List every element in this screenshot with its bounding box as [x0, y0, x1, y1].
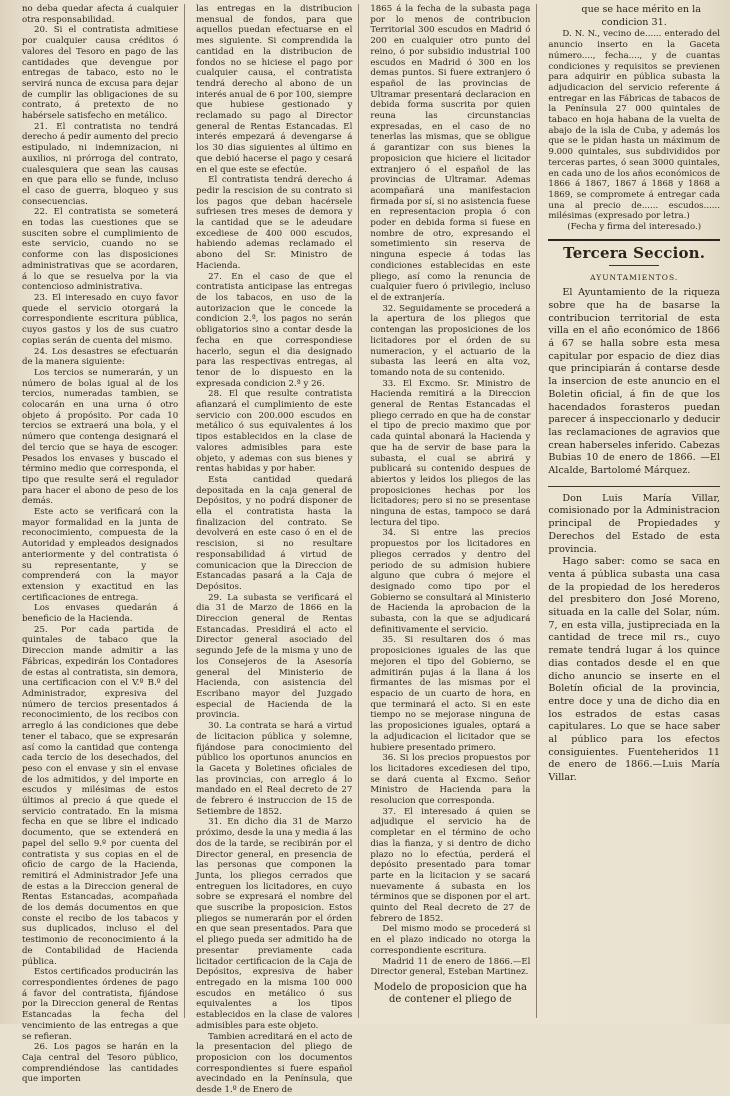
- paragraph: 21. El contratista no tendrá derecho á pedir aumento del precio estipulado, ni indemnizacion, ni auxilios, ni prórroga del contrato, cualesquiera que sean las causas en que para ello se funde, incluso el caso de guerra, bloqueo y sus consecuencias.: [22, 121, 179, 207]
- signature-note: (Fecha y firma del interesado.): [567, 222, 702, 233]
- column-2: [196, 4, 359, 1096]
- paragraph: 28. El que resulte contratista afianzará el cumplimiento de este servicio con 200.000 escudos en metálico ó sus equivalentes á los tipos establecidos en la clase de valores admisibles para este objeto, y ademas con sus bienes y rentas habidas y por haber.: [196, 389, 353, 475]
- paragraph: Don Luis María Villar, comisionado por la Administracion principal de Propiedades y Derechos del Estado de esta provincia.: [548, 492, 720, 555]
- paragraph: 37. El interesado á quien se adjudique el servicio ha de completar en el término de ocho dias la fianza, y si dentro de dicho plazo no lo efectúa, perderá el depósito presentado para tomar parte en la licitacion y se sacará nuevamente á subasta en los términos que se disponen por el art. quinto del Real decreto de 27 de febrero de 1852.: [370, 806, 531, 924]
- paragraph: 33. El Excmo. Sr. Ministro de Hacienda remitirá a la Direccion general de Rentas Estancadas el pliego cerrado en que ha de constar el tipo de precio maximo que por cada quintal abonará la Hacienda y que ha de servir de base para la subasta, el cual se abrirá y publicará su contenido despues de abiertos y leidos los pliegos de las proposiciones hechas por los licitadores; pero si no se presentase ninguna de estas, tampoco se dará lectura del tipo.: [370, 378, 531, 528]
- paragraph: 34. Si entre las precios propuestos por los licitadores en pliegos cerrados y dentro del periodo de su admision hubiere alguno que cubra ó mejore el designado como tipo por el Gobierno se consultará al Ministerio de Hacienda la aprobacion de la subasta, con la que se adjudicará definitivamente el servicio.: [370, 528, 531, 635]
- paragraph: 20. Si el contratista admitiese por cualquier causa créditos ó valores del Tesoro en pago de las cantidades que devengue por entregas de tabaco, esto no le servirá nunca de excusa para dejar de cumplir las obligaciones de su contrato, á pretexto de no habérsele satisfecho en metálico.: [22, 25, 179, 122]
- divider: [548, 486, 720, 487]
- paragraph: 31. En dicho dia 31 de Marzo próximo, desde la una y media á las dos de la tarde, se recibirán por el Director general, en presencia de las personas que componen la Junta, los pliegos cerrados que entreguen los licitadores, en cuyo sobre se expresará el nombre del que suscribe la proposicion. Estos pliegos se numerarán por el órden en que sean presentados. Para que el pliego pueda ser admitido ha de presentar previamente cada licitador certificacion de la Caja de Depósitos, expresiva de haber entregado en la misma 100 000 escudos en metálico ó sus equivalentes a los tipos establecidos en la clase de valores admisibles para este objeto.: [196, 817, 353, 1031]
- paragraph: Este acto se verificará con la mayor formalidad en la junta de reconocimiento, compuesta de la Autoridad y empleados designados anteriormente y del contratista ó su representante, y se comprenderá con la mayor extension y exactitud en las certificaciones de entrega.: [22, 507, 179, 603]
- columns: [22, 4, 720, 1096]
- paragraph: 1865 á la fecha de la subasta paga por lo menos de contribucion Territorial 300 escudos en Madrid ó 200 en cualquier otro punto del reino, ó por subsidio industrial 100 escudos en Madrid ó 300 en los demas puntos. Si fuere extranjero ó español de las provincias de Ultramar presentará declaracion en debida forma suscrita por quien reuna las circunstancias expresadas, en el caso de no tenerlas las mismas, que se obligue á garantizar con sus bienes la proposicion que hiciere el licitador extranjero ó el español de las provincias de Ultramar. Ademas acompañará una manifestacion firmada por sí, si no asistencia fuese en representacion propia ó con poder en debida forma si fuese en nombre de otro, expresando el sometimiento sin reserva de ninguna especie á todas las condiciones establecidas en este pliego, así como la renuncia de cualquier fuero ó privilegio, incluso el de extranjería.: [370, 4, 531, 303]
- paragraph: Los tercios se numerarán, y un número de bolas igual al de los tercios, numeradas tambien, se colocarán en una urna ó otro objeto á propósito. Por cada 10 tercios se extraerá una bola, y el número que contenga designará el del tercio que se haya de escoger. Pesados los envases y buscado el término medio que corresponda, el tipo que resulte será el regulador para hacer el abono de peso de los demás.: [22, 367, 179, 507]
- paragraph: 25. Por cada partida de quintales de tabaco que la Direccion mande admitir a las Fábricas, expedirán los Contadores de estas al contratista, sin demora, una certificacion con el V.º B.º del Administrador, expresiva del número de tercios presentados á reconocimiento, de los recibos con arreglo á las condiciones que debe tener el tabaco, que se expresarán así como la cantidad que contenga cada tercio de los desechados, del peso con el envase y sin el envase de los admitidos, y del importe en escudos y milésimas de estos últimos al precio á que quede el servicio contratado. En la misma fecha en que se libre el indicado documento, que se extenderá en papel del sello 9.º por cuenta del contratista y sus copias en el de oficio de cargo de la Hacienda, remitirá el Administrador Jefe una de estas a la Direccion general de Rentas Estancadas, acompañada de los demás documentos en que conste el recibo de los tabacos y sus duplicados, incluso el del testimonio de reconocimiento á la de Contabilidad de Hacienda pública.: [22, 624, 179, 967]
- paragraph: que se hace mérito en la condicion 31.: [581, 4, 701, 28]
- signature: Madrid 11 de enero de 1866.—El Director general, Esteban Martinez.: [370, 956, 531, 978]
- paragraph: Esta cantidad quedará depositada en la caja general de Depósitos, y no podrá disponer de ella el contratista hasta la finalizacion del contrato. Se devolverá en este caso ó en el de rescision, si no resultare responsabilidad á virtud de comunicacion que la Direccion de Estancadas pasará a la Caja de Depósitos.: [196, 474, 353, 592]
- section-divider: [548, 239, 720, 241]
- paragraph: El contratista tendrá derecho á pedir la rescision de su contrato si los pagos que deban hacérsele sufriesen tres meses de demora y la cantidad que se le adeudare excediese de 400 000 escudos, habiendo ademas reclamado el abono del Sr. Ministro de Hacienda.: [196, 175, 353, 271]
- paragraph: no deba quedar afecta á cualquier otra responsabilidad.: [22, 4, 179, 25]
- paragraph: Hago saber: como se saca en venta á pública subasta una casa de la propiedad de los herederos del presbitero don José Moreno, situada en la calle del Solar, núm. 7, en esta villa, justipreciada en la cantidad de trece mil rs., cuyo remate tendrá lugar á los quince dias contados desde el en que dicho anuncio se inserte en el Boletín oficial de la provincia, entre doce y una de dicho dia en los estrados de estas casas capitulares. Lo que se hace saber al público para los efectos consiguientes. Fuenteheridos 11 de enero de 1866.—Luis María Villar.: [548, 556, 720, 784]
- paragraph: Estos certificados producirán las correspondientes órdenes de pago á favor del contratista, fijándose por la Direccion general de Rentas Estancadas la fecha del vencimiento de las entregas a que se refieran.: [22, 967, 179, 1042]
- paragraph: 30. La contrata se hará a virtud de licitacion pública y solemne, fijándose para conocimiento del público los oportunos anuncios en la Gaceta y Boletines oficiales de las provincias, con arreglo á lo mandado en el Real decreto de 27 de febrero é instruccion de 15 de Setiembre de 1852.: [196, 721, 353, 817]
- section-subtitle: AYUNTAMIENTOS.: [590, 273, 679, 283]
- paragraph: 35. Si resultaren dos ó mas proposiciones iguales de las que mejoren el tipo del Gobierno, se admitirán pujas á la llana á los firmantes de las mismas por el espacio de un cuarto de hora, en que terminará el acto. Si en este tiempo no se mejorase ninguna de las proposiciones iguales, optará a la adjudicacion el licitador que se hubiere presentado primero.: [370, 635, 531, 753]
- paragraph: 32. Seguidamente se procederá a la apertura de los pliegos que contengan las proposiciones de los licitadores por el órden de su numeracion, y el actuario de la subasta las leerá en alta voz, tomando nota de su contenido.: [370, 303, 531, 378]
- paragraph: D. N. N., vecino de...... enterado del anuncio inserto en la Gaceta número...., fecha...., y de cuantas condiciones y requisitos se previenen para adquirir en pública subasta la adjudicacion del servicio referente á entregar en las Fábricas de tabacos de la Península 27 000 quintales de tabaco en hoja habana de la vuelta de abajo de la isla de Cuba, y además los que se le pidan hasta un máximum de 9.000 quintales, sus subdivididos por terceras partes, ó sean 3000 quintales, en cada uno de los años económicos de 1866 á 1867, 1867 á 1868 y 1868 a 1869, se compromete á entregar cada una al precio de...... escudos...... milésimas (expresado por letra.): [548, 29, 720, 222]
- paragraph: 29. La subasta se verificará el dia 31 de Marzo de 1866 en la Direccion general de Rentas Estancadas. Presidirá el acto el Director general asociado del segundo Jefe de la misma y uno de los Consejeros de la Asesoría general del Ministerio de Hacienda, con asistencia del Escribano mayor del Juzgado especial de Hacienda de la provincia.: [196, 592, 353, 721]
- paragraph: El Ayuntamiento de la riqueza sobre que ha de basarse la contribucion territorial de esta villa en el año económico de 1866 á 67 se halla sobre esta mesa capitular por espacio de diez dias que principiarán á contarse desde la insercion de este anuncio en el Boletin oficial, á fin de que los hacendados forasteros puedan parecer á inspeccionarlo y deducir las reclamaciones de agravios que crean haberseles inferido. Cabezas Bubias 10 de enero de 1866. —El Alcalde, Bartolomé Márquez.: [548, 287, 720, 477]
- paragraph: 24. Los desastres se efectuarán de la manera siguiente:: [22, 346, 179, 368]
- paragraph: 23. El interesado en cuyo favor quede el servicio otorgará la correspondiente escritura pública, cuyos gastos y los de sus cuatro copias serán de cuenta del mismo.: [22, 292, 179, 346]
- paragraph: 36. Si los precios propuestos por los licitadores excediesen del tipo, se dará cuenta al Excmo. Señor Ministro de Hacienda para la resolucion que corresponda.: [370, 753, 531, 807]
- column-4: [548, 4, 720, 1018]
- column-1: [22, 4, 185, 1085]
- paragraph: Del mismo modo se procederá si en el plazo indicado no otorga la correspondiente escritura.: [370, 924, 531, 956]
- paragraph: 27. En el caso de que el contratista anticipase las entregas de los tabacos, en uso de la autorizacion que le concede la condicion 2.ª, los pagos no serán obligatorios sino a contar desde la fecha en que correspondiese hacerlo, segun el dia designado para las respectivas entregas, al tenor de lo dispuesto en la expresada condicion 2.ª y 26.: [196, 271, 353, 389]
- model-heading: Modelo de proposicion que ha de contener el pliego de: [373, 981, 527, 1005]
- paragraph: Tambien acreditará en el acto de la presentacion del pliego de proposicion con los documentos correspondientes si fuere español avecindado en la Península, que desde 1.º de Enero de: [196, 1031, 353, 1096]
- paragraph: 26. Los pagos se harán en la Caja central del Tesoro público, comprendiéndose las cantidades que importen: [22, 1042, 179, 1085]
- section-title: Tercera Seccion.: [563, 243, 706, 262]
- paragraph: las entregas en la distribucion mensual de fondos, para que aquellos puedan efectuarse en el mes siguiente. Si comprendida la cantidad en la distribucion de fondos no se hiciese el pago por cualquier causa, el contratista tendrá derecho al abono de un interés anual de 6 por 100, siempre que hubiese gestionado y reclamado su pago al Director general de Rentas Estancadas. El interés empezará á devengarse á los 30 dias siguientes al último en que debió hacerse el pago y cesará en el que este se efectúe.: [196, 4, 353, 175]
- paragraph: 22. El contratista se someterá en todas las cuestiones que se susciten sobre el cumplimiento de este servicio, cuando no se conforme con las disposiciones administrativas que se acordaren, á lo que se resuelva por la via contencioso administrativa.: [22, 207, 179, 293]
- divider: [609, 265, 659, 266]
- paragraph: Los envases quedarán á beneficio de la Hacienda.: [22, 603, 179, 625]
- column-3: [370, 4, 537, 1018]
